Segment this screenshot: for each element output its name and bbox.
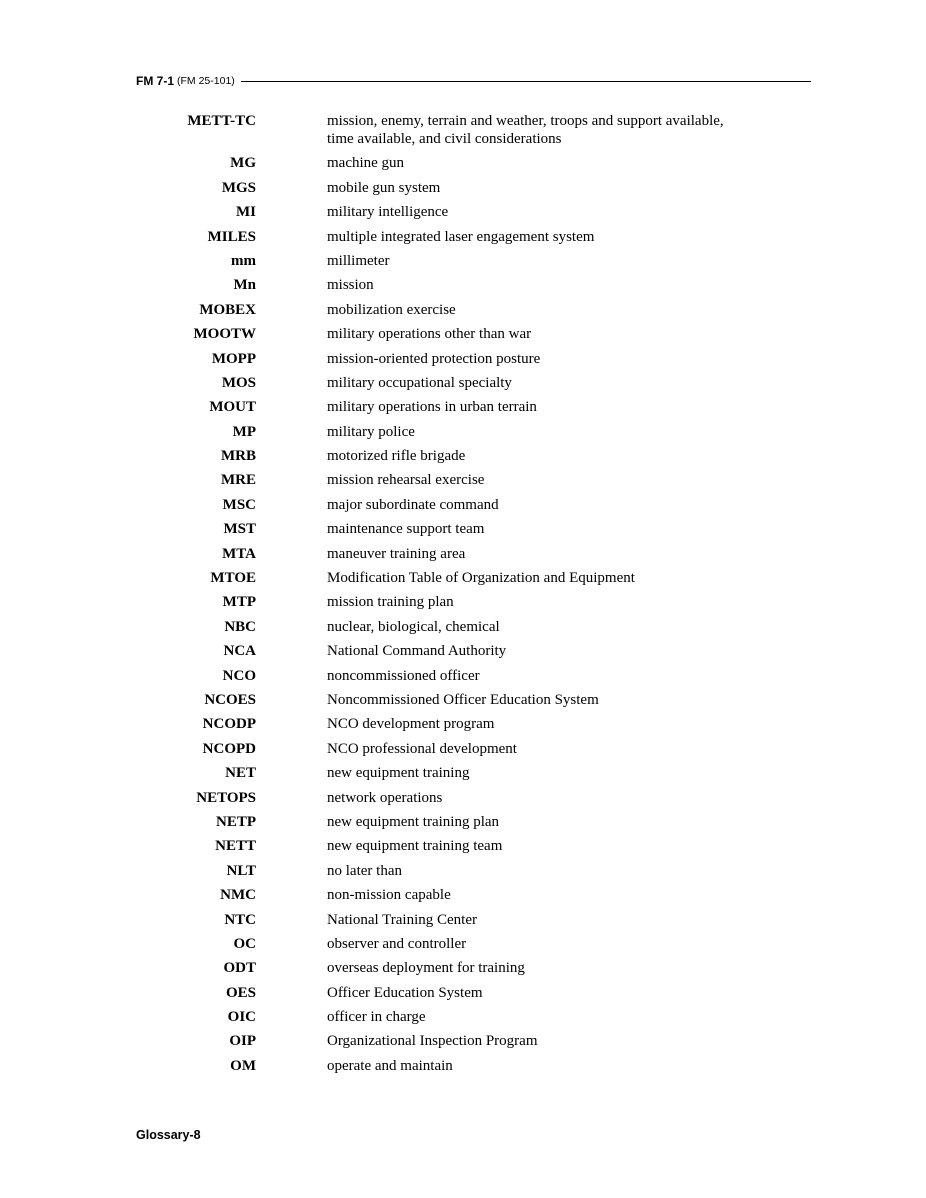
glossary-definition: maneuver training area (327, 545, 466, 562)
glossary-entry (0, 667, 926, 691)
glossary-entry (0, 276, 926, 300)
glossary-entry (0, 593, 926, 617)
glossary-entry (0, 545, 926, 569)
glossary-entry (0, 496, 926, 520)
glossary-term: NLT (226, 862, 256, 879)
glossary-entry (0, 423, 926, 447)
glossary-term: NCOES (204, 691, 256, 708)
glossary-entry (0, 203, 926, 227)
glossary-entry (0, 179, 926, 203)
glossary-definition: mission (327, 277, 374, 294)
glossary-term: MILES (207, 228, 256, 245)
glossary-term: MOS (221, 374, 256, 391)
glossary-term: MTOE (210, 570, 256, 587)
glossary-term: MP (232, 423, 256, 440)
glossary-entry (0, 764, 926, 788)
glossary-definition: mission-oriented protection posture (327, 350, 541, 367)
glossary-entry (0, 789, 926, 813)
glossary-term: MSC (222, 496, 256, 513)
glossary-entry (0, 520, 926, 544)
glossary-definition: military operations in urban terrain (327, 399, 537, 416)
glossary-definition: military police (327, 423, 415, 440)
glossary-entry (0, 642, 926, 666)
glossary-term: OES (225, 984, 256, 1001)
glossary-definition: millimeter (327, 252, 390, 269)
glossary-definition: National Training Center (327, 911, 477, 928)
glossary-entry (0, 911, 926, 935)
glossary-term: NCA (223, 643, 256, 660)
glossary-entry (0, 813, 926, 837)
glossary-definition: nuclear, biological, chemical (327, 618, 500, 635)
glossary-term: NETOPS (196, 789, 256, 806)
glossary-definition: mission training plan (327, 594, 454, 611)
glossary-term: MOBEX (199, 301, 256, 318)
glossary-entry (0, 252, 926, 276)
glossary-entry (0, 886, 926, 910)
glossary-term: MGS (221, 179, 256, 196)
glossary-definition: Modification Table of Organization and Equipment (327, 570, 635, 587)
glossary-entry (0, 112, 926, 154)
glossary-definition: mobile gun system (327, 179, 441, 196)
glossary-definition: multiple integrated laser engagement system (327, 228, 595, 245)
glossary-definition: new equipment training plan (327, 813, 500, 830)
glossary-term: MG (230, 155, 256, 172)
glossary-term: NBC (224, 618, 256, 635)
glossary-definition: Noncommissioned Officer Education System (327, 691, 599, 708)
header-rule (241, 81, 811, 82)
glossary-term: NTC (224, 911, 256, 928)
glossary-definition: Organizational Inspection Program (327, 1033, 538, 1050)
glossary-term: MOOTW (193, 326, 256, 343)
glossary-entry (0, 1057, 926, 1081)
glossary-definition: mission rehearsal exercise (327, 472, 485, 489)
glossary-entry (0, 1008, 926, 1032)
glossary-term: MTA (222, 545, 256, 562)
glossary-term: MTP (222, 594, 256, 611)
glossary-definition: overseas deployment for training (327, 960, 525, 977)
glossary-definition: National Command Authority (327, 643, 507, 660)
glossary-entry (0, 935, 926, 959)
glossary-term: OM (230, 1057, 256, 1074)
glossary-definition: noncommissioned officer (327, 667, 480, 684)
page-header (136, 71, 811, 91)
glossary-definition: officer in charge (327, 1009, 426, 1026)
glossary-entry (0, 398, 926, 422)
glossary-entry (0, 471, 926, 495)
glossary-definition: new equipment training team (327, 838, 503, 855)
glossary-entry (0, 984, 926, 1008)
glossary-entry (0, 569, 926, 593)
glossary-term: NMC (220, 887, 256, 904)
glossary-entry (0, 1032, 926, 1056)
glossary-term: mm (231, 252, 256, 269)
glossary-entry (0, 837, 926, 861)
glossary-term: NETP (215, 813, 256, 830)
glossary-definition: mission, enemy, terrain and weather, troops and support available, time available, and civil considerations (327, 113, 724, 147)
glossary-entry (0, 228, 926, 252)
superseded-manual-number: (FM 25-101) (177, 75, 235, 87)
glossary-definition: military intelligence (327, 204, 449, 221)
glossary-definition: NCO development program (327, 716, 495, 733)
glossary-definition: military operations other than war (327, 326, 532, 343)
glossary-entry (0, 301, 926, 325)
glossary-entry (0, 618, 926, 642)
glossary-entry (0, 691, 926, 715)
glossary-term: NCO (222, 667, 256, 684)
glossary-term: ODT (223, 960, 256, 977)
glossary-definition: new equipment training (327, 765, 470, 782)
glossary-term: NETT (215, 838, 256, 855)
glossary-term: OIC (227, 1009, 256, 1026)
glossary-term: MRE (221, 472, 256, 489)
glossary-term: MRB (221, 448, 256, 465)
glossary-term: OIP (229, 1033, 256, 1050)
glossary-definition: NCO professional development (327, 740, 517, 757)
glossary-entry (0, 325, 926, 349)
glossary-definition: Officer Education System (327, 984, 483, 1001)
glossary-term: NCOPD (202, 740, 256, 757)
glossary-term: NCODP (202, 716, 256, 733)
manual-number: FM 7-1 (136, 74, 175, 88)
glossary-list (0, 112, 926, 1081)
glossary-definition: no later than (327, 862, 402, 879)
glossary-definition: major subordinate command (327, 496, 499, 513)
glossary-term: METT-TC (187, 113, 256, 129)
glossary-definition: observer and controller (327, 935, 467, 952)
glossary-term: MOPP (211, 350, 256, 367)
page-number: Glossary-8 (136, 1128, 201, 1142)
glossary-entry (0, 862, 926, 886)
glossary-term: MST (223, 521, 256, 538)
glossary-entry (0, 374, 926, 398)
glossary-definition: military occupational specialty (327, 374, 512, 391)
glossary-term: Mn (233, 277, 256, 294)
glossary-definition: network operations (327, 789, 443, 806)
glossary-definition: maintenance support team (327, 521, 485, 538)
glossary-definition: motorized rifle brigade (327, 448, 466, 465)
glossary-definition: non-mission capable (327, 887, 451, 904)
glossary-entry (0, 350, 926, 374)
glossary-entry (0, 715, 926, 739)
glossary-entry (0, 959, 926, 983)
glossary-term: NET (225, 765, 256, 782)
glossary-entry (0, 154, 926, 178)
glossary-term: OC (233, 935, 256, 952)
glossary-definition: operate and maintain (327, 1057, 453, 1074)
glossary-term: MI (236, 204, 256, 221)
glossary-entry (0, 447, 926, 471)
glossary-term: MOUT (209, 399, 256, 416)
glossary-definition: mobilization exercise (327, 301, 456, 318)
glossary-definition: machine gun (327, 155, 405, 172)
glossary-entry (0, 740, 926, 764)
